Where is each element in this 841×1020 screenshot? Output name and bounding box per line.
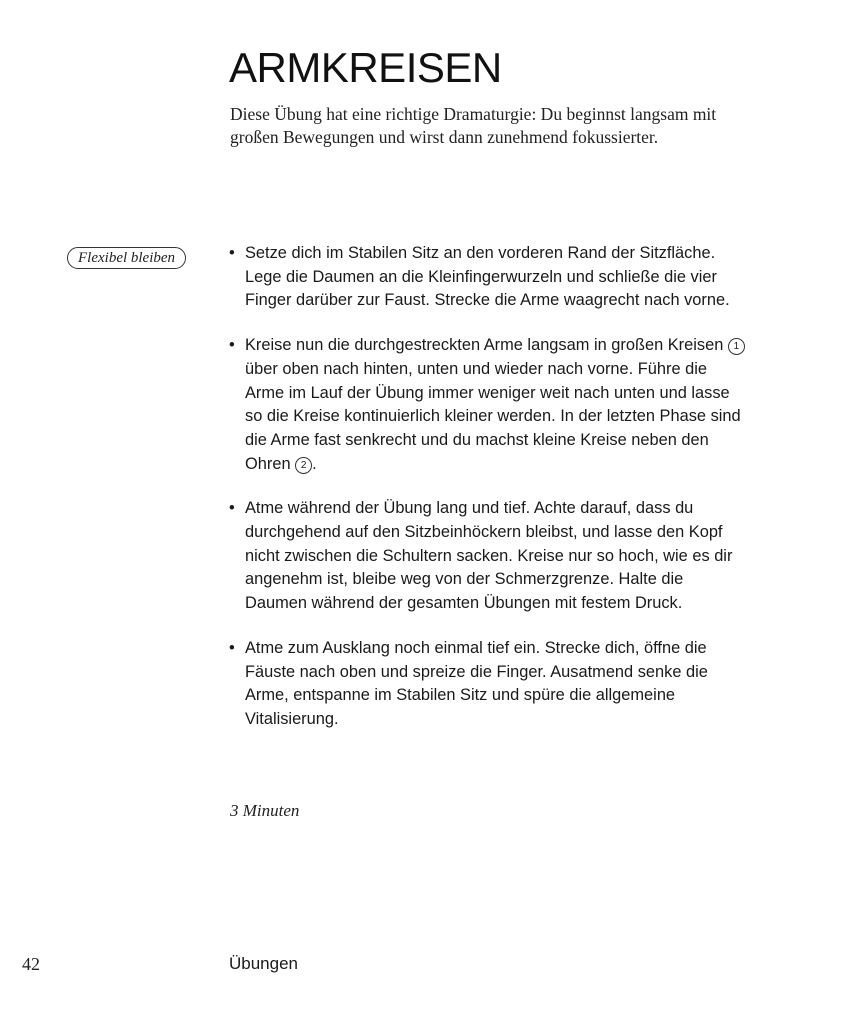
page-title: ARMKREISEN xyxy=(229,44,502,91)
instruction-list xyxy=(229,242,749,753)
exercise-duration: 3 Minuten xyxy=(230,801,300,820)
category-tag: Flexibel bleiben xyxy=(67,247,186,269)
instruction-text: Kreise nun die durchgestreckten Arme langsam in großen Kreisen xyxy=(245,336,728,355)
instruction-text: . xyxy=(312,454,317,473)
instruction-step-2 xyxy=(229,334,749,476)
instruction-text: Atme während der Übung lang und tief. Achte darauf, dass du durchgehend auf den Sitzbeinhöckern bleibst, und lasse den Kopf nicht zwischen die Schultern sacken. Kreise nur so hoch, wie es dir angenehm ist, bleibe weg von der Schmerzgrenze. Halte die Daumen während der gesamten Übungen mit festem Druck. xyxy=(245,499,733,613)
step-marker-2: 2 xyxy=(295,457,312,474)
instruction-text: über oben nach hinten, unten und wieder nach vorne. Führe die Arme im Lauf der Übung immer weniger weit nach unten und lasse so die Kreise kontinuierlich kleiner werden. In der letzten Phase sind die Arme fast senkrecht und du machst kleine Kreise neben den Ohren xyxy=(245,359,741,473)
intro-paragraph: Diese Übung hat eine richtige Dramaturgie: Du beginnst langsam mit großen Bewegungen und wirst dann zunehmend fokussierter. xyxy=(230,104,717,147)
instruction-step-3 xyxy=(229,497,749,616)
page-number: 42 xyxy=(22,954,40,974)
step-marker-1: 1 xyxy=(728,338,745,355)
instruction-step-1 xyxy=(229,242,749,313)
instruction-text: Atme zum Ausklang noch einmal tief ein. Strecke dich, öffne die Fäuste nach oben und spreize die Finger. Ausatmend senke die Arme, entspanne im Stabilen Sitz und spüre die allgemeine Vitalisierung. xyxy=(245,638,708,728)
instruction-text: Setze dich im Stabilen Sitz an den vorderen Rand der Sitzfläche. Lege die Daumen an die Kleinfingerwurzeln und schließe die vier Finger darüber zur Faust. Strecke die Arme waagrecht nach vorne. xyxy=(245,244,730,310)
section-name: Übungen xyxy=(229,954,299,973)
instruction-step-4 xyxy=(229,637,749,732)
